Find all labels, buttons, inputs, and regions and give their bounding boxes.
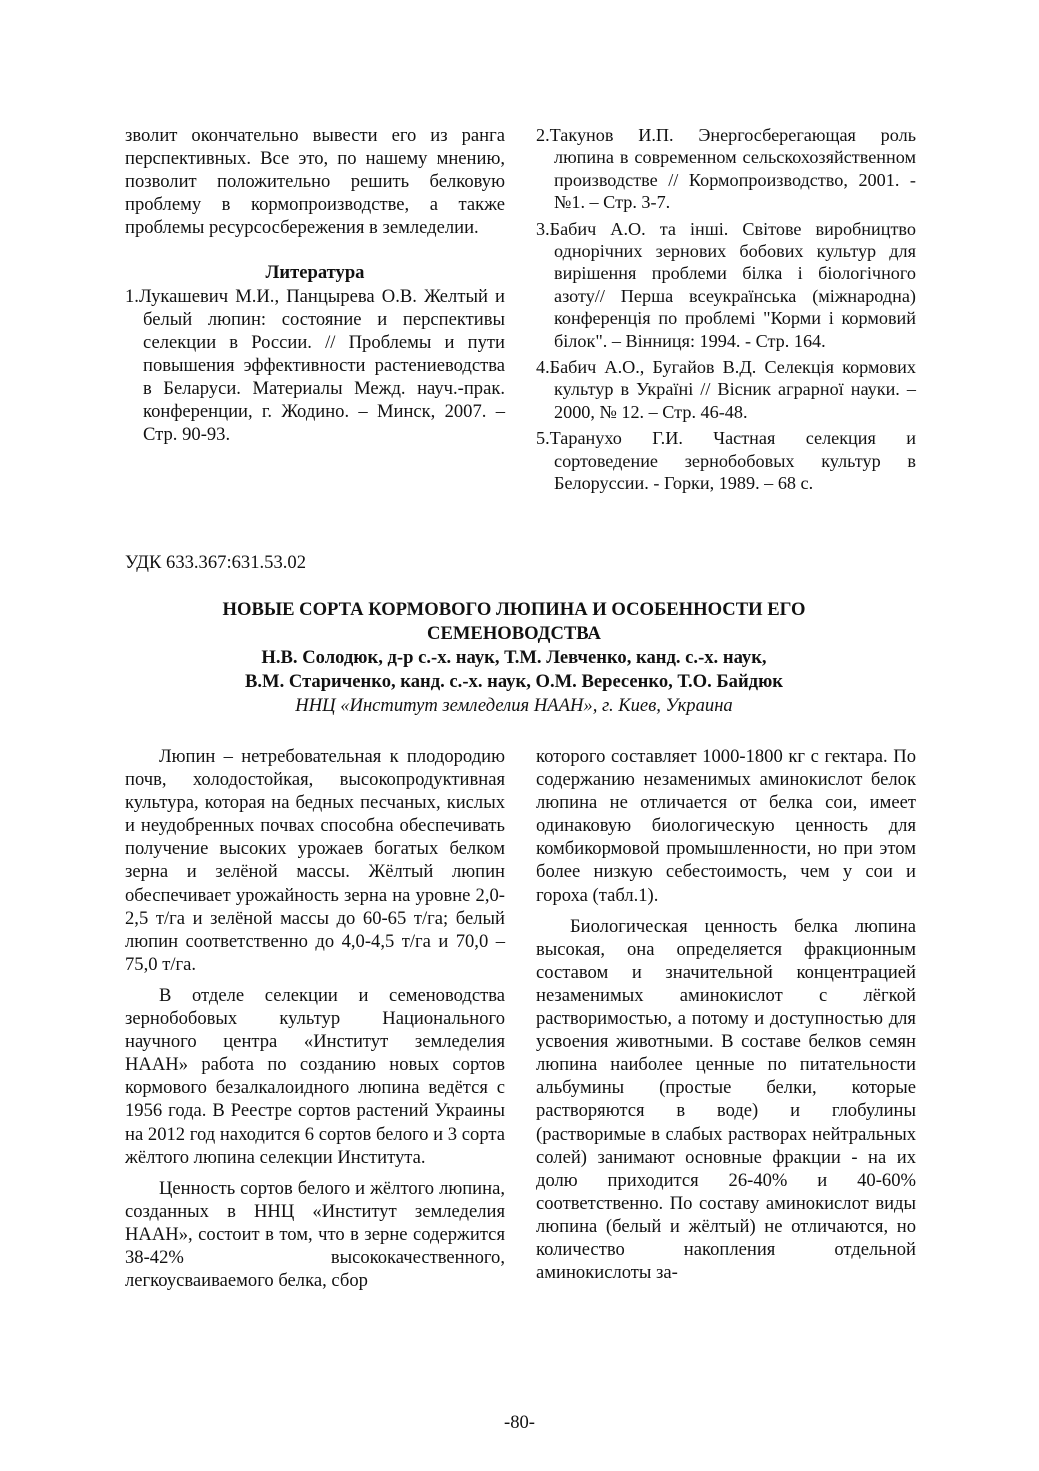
authors-line-2: В.М. Стариченко, канд. с.-х. наук, О.М. Вересенко, Т.О. Байдюк <box>244 671 784 692</box>
body-right-column <box>536 745 916 1284</box>
reference-text: Такунов И.П. Энергосберегающая роль люпина в современном сельскохозяйственном производстве // Кормопроизводство, 2001. - №1. – Стр. 3-7. <box>549 125 916 213</box>
reference-number: 5. <box>536 428 550 449</box>
reference-text: Таранухо Г.И. Частная селекция и сортоведение зернобобовых культур в Белоруссии. - Горки, 1989. – 68 с. <box>549 428 916 494</box>
top-left-column <box>125 124 505 446</box>
reference-number: 1. <box>125 285 139 307</box>
literature-heading: Литература <box>265 262 365 284</box>
body-paragraph: Биологическая ценность белка люпина высокая, она определяется фракционным составом и значительной концентрацией незаменимых аминокислот с лёгкой растворимостью, а потому и доступностью для усвоения животными. В составе белков семян люпина наиболее ценные по питательности альбумины (простые белки, которые растворяются в воде) и глобулины (растворимые в слабых растворах нейтральных солей) занимают основные фракции - на их долю приходится 26-40% и 40-60% соответственно. По составу аминокислот виды люпина (белый и жёлтый) не отличаются, но количество накопления отдельной аминокислоты за- <box>536 915 916 1284</box>
reference-text: Бабич А.О. та інші. Світове виробництво однорічних зернових бобових культур для вирішення проблеми білка і біологічного азоту// Перша всеукраїнська (міжнародна) конференція по проблемі "Корми і кормовий білок". – Вінниця: 1994. - Стр. 164. <box>549 218 916 351</box>
body-paragraph: В отделе селекции и семеноводства зернобобовых культур Национального научного центра «Институт земледелия НААН» работа по созданию новых сортов кормового безалкалоидного люпина ведётся с 1956 года. В Реестре сортов растений Украины на 2012 год находится 6 сортов белого и 3 сорта жёлтого люпина селекции Института. <box>125 984 505 1168</box>
top-right-column <box>536 124 916 495</box>
reference-number: 4. <box>536 357 550 378</box>
reference-number: 3. <box>536 218 550 239</box>
reference-item <box>125 285 505 447</box>
prev-article-ending: зволит окончательно вывести его из ранга перспективных. Все это, по нашему мнению, позволит положительно решить белковую проблему в кормопроизводстве, а также проблемы ресурсосбережения в земледелии. <box>125 125 505 239</box>
reference-text: Лукашевич М.И., Панцырева О.В. Желтый и белый люпин: состояние и перспективы селекции в России. // Проблемы и пути повышения эффективности растениеводства в Беларуси. Материалы Межд. науч.-прак. конференции, г. Жодино. – Минск, 2007. – Стр. 90-93. <box>138 285 505 446</box>
article-header <box>125 598 903 718</box>
page-number: -80- <box>504 1412 535 1433</box>
reference-text: Бабич А.О., Бугайов В.Д. Селекція кормових культур в Україні // Вісник аграрної науки. – 2000, № 12. – Стр. 46-48. <box>549 357 916 422</box>
reference-item <box>536 124 916 214</box>
body-left-column <box>125 745 505 1292</box>
authors-line-1: Н.В. Солодюк, д-р с.-х. наук, Т.М. Левченко, канд. с.-х. наук, <box>261 647 767 668</box>
reference-number: 2. <box>536 125 550 145</box>
article-title-line-2: СЕМЕНОВОДСТВА <box>427 623 601 644</box>
reference-item <box>536 218 916 352</box>
body-paragraph: Люпин – нетребовательная к плодородию почв, холодостойкая, высокопродуктивная культура, которая на бедных песчаных, кислых и неудобренных почвах способна обеспечивать получение высоких урожаев богатых белком зерна и зелёной массы. Жёлтый люпин обеспечивает урожайность зерна на уровне 2,0-2,5 т/га и зелёной массы до 60-65 т/га; белый люпин соответственно до 4,0-4,5 т/га и 70,0 – 75,0 т/га. <box>125 746 505 975</box>
affiliation: ННЦ «Институт земледелия НААН», г. Киев, Украина <box>295 695 733 716</box>
article-title-line-1: НОВЫЕ СОРТА КОРМОВОГО ЛЮПИНА И ОСОБЕННОСТИ ЕГО <box>222 599 806 620</box>
udk-code: УДК 633.367:631.53.02 <box>125 552 306 573</box>
reference-item <box>536 427 916 494</box>
body-paragraph: Ценность сортов белого и жёлтого люпина, созданных в ННЦ «Институт земледелия НААН», состоит в том, что в зерне содержится 38-42% высококачественного, легкоусваиваемого белка, сбор <box>125 1177 505 1292</box>
reference-item <box>536 356 916 423</box>
body-paragraph: которого составляет 1000-1800 кг с гектара. По содержанию незаменимых аминокислот белок люпина не отличается от белка сои, имеет одинаковую биологическую ценность для комбикормовой промышленности, но при этом более низкую себестоимость, чем у сои и гороха (табл.1). <box>536 746 916 906</box>
